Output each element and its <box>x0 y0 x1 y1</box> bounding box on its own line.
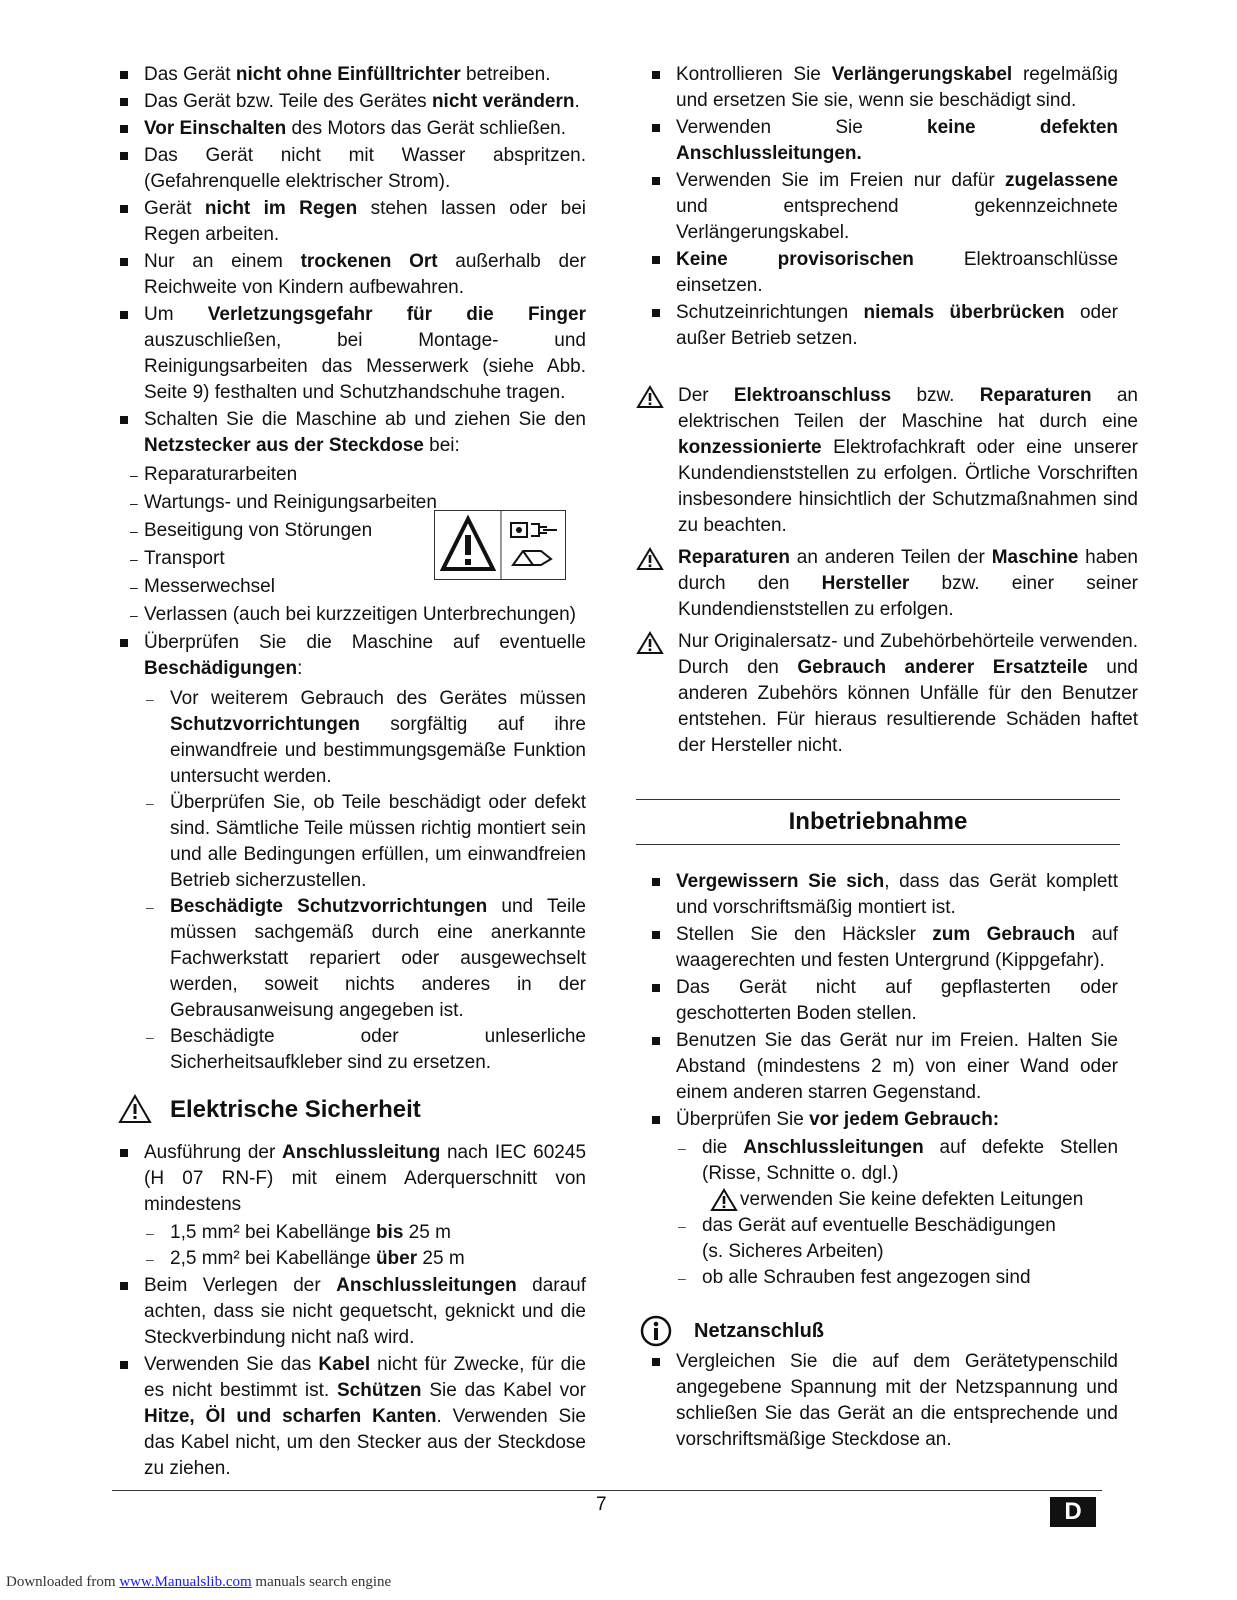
commissioning-list <box>650 869 1118 1291</box>
check-items <box>144 686 586 1076</box>
list-item: – die Anschlussleitungen auf defekte Stellen (Risse, Schnitte o. dgl.) verwenden Sie keine defekten Leitungen <box>676 1135 1118 1213</box>
list-item: Verwenden Sie im Freien nur dafür zugelassene und entsprechend gekennzeichnete Verlängerungskabel. <box>650 168 1118 246</box>
list-item: – Vor weiterem Gebrauch des Gerätes müssen Schutzvorrichtungen sorgfältig auf ihre einwandfreie und bestimmungsgemäße Funktion untersucht werden. <box>144 686 586 790</box>
defect-note: verwenden Sie keine defekten Leitungen <box>702 1187 1118 1213</box>
list-item: Überprüfen Sie vor jedem Gebrauch: – die Anschlussleitungen auf defekte Stellen (Risse, Schnitte o. dgl.) verwenden Sie keine defekten Leitungen – das Gerät auf eventuelle Beschädigungen (s. Sicheres Arbeiten) – ob alle Schrauben fest angezogen sind <box>650 1107 1118 1291</box>
list-item: Das Gerät nicht auf gepflasterten oder geschotterten Boden stellen. <box>650 975 1118 1027</box>
warning-manual-icon <box>435 511 565 579</box>
warning-triangle-icon <box>636 631 664 655</box>
warning-original-parts: Nur Originalersatz- und Zubehörbehörteile verwenden. Durch den Gebrauch anderer Ersatzteile und anderen Zubehörs können Unfälle für den Benutzer entstehen. Für hieraus resultierende Schäden haftet der Hersteller nicht. <box>636 629 1138 759</box>
list-item: Stellen Sie den Häcksler zum Gebrauch auf waagerechten und festen Untergrund (Kippgefahr). <box>650 922 1118 974</box>
before-use-items <box>676 1135 1118 1291</box>
safety-symbol-box <box>434 510 566 580</box>
list-item: Um Verletzungsgefahr für die Finger auszuschließen, bei Montage- und Reinigungsarbeiten das Messerwerk (siehe Abb. Seite 9) festhalten und Schutzhandschuhe tragen. <box>118 302 586 406</box>
list-item: – ob alle Schrauben fest angezogen sind <box>676 1265 1118 1291</box>
list-item: Überprüfen Sie die Maschine auf eventuelle Beschädigungen: – Vor weiterem Gebrauch des Gerätes müssen Schutzvorrichtungen sorgfältig auf ihre einwandfreie und bestimmungsgemäße Funktion untersucht werden. – Überprüfen Sie, ob Teile beschädigt oder defekt sind. Sämtliche Teile müssen richtig montiert sein und alle Bedingungen erfüllen, um einwandfreien Betrieb sicherzustellen. – Beschädigte Schutzvorrichtungen und Teile müssen sachgemäß durch eine anerkannte Fachwerkstatt repariert oder ausgewechselt werden, soweit nichts anderes in der Gebrausanweisung angegeben ist. – Beschädigte oder unleserliche Sicherheitsaufkleber sind zu ersetzen. <box>118 630 586 1076</box>
list-item: – Transport <box>130 546 586 572</box>
warning-repairs-manufacturer: Reparaturen an anderen Teilen der Maschine haben durch den Hersteller bzw. einer seiner Kundendienststellen zu erfolgen. <box>636 545 1138 623</box>
language-badge: D <box>1050 1497 1096 1527</box>
list-item: – Messerwechsel <box>130 574 586 600</box>
list-item: Beim Verlegen der Anschlussleitungen darauf achten, dass sie nicht gequetscht, geknickt und die Steckverbindung nicht naß wird. <box>118 1273 586 1351</box>
list-item: – Beseitigung von Störungen <box>130 518 586 544</box>
list-item: Verwenden Sie keine defekten Anschlussleitungen. <box>650 115 1118 167</box>
right-column <box>650 62 1138 1454</box>
list-item: – Wartungs- und Reinigungsarbeiten <box>130 490 586 516</box>
list-item: Schalten Sie die Maschine ab und ziehen Sie den Netzstecker aus der Steckdose bei: – Reparaturarbeiten – Wartungs- und Reinigungsarbeiten – Beseitigung von Störungen – Transport – Messerwechsel – Verlassen (auch bei kurzzeitigen Unterbrechungen) <box>118 407 586 628</box>
list-item: Benutzen Sie das Gerät nur im Freien. Halten Sie Abstand (mindestens 2 m) von einer Wand oder einem anderen starren Gegenstand. <box>650 1028 1118 1106</box>
footer-divider <box>112 1490 1102 1491</box>
warning-triangle-icon <box>118 1094 152 1124</box>
electrical-list <box>118 1140 586 1482</box>
list-item: Vergewissern Sie sich, dass das Gerät komplett und vorschriftsmäßig montiert ist. <box>650 869 1118 921</box>
left-column <box>118 62 586 1483</box>
list-item: Keine provisorischen Elektroanschlüsse einsetzen. <box>650 247 1118 299</box>
section-heading-electrical: Elektrische Sicherheit <box>118 1094 586 1126</box>
cable-size-items <box>144 1220 586 1272</box>
list-item: Das Gerät nicht ohne Einfülltrichter betreiben. <box>118 62 586 88</box>
power-list <box>650 1349 1118 1453</box>
list-item: Gerät nicht im Regen stehen lassen oder bei Regen arbeiten. <box>118 196 586 248</box>
cable-list <box>650 62 1118 352</box>
list-item: – Beschädigte oder unleserliche Sicherheitsaufkleber sind zu ersetzen. <box>144 1024 586 1076</box>
list-item: Nur an einem trockenen Ort außerhalb der Reichweite von Kindern aufbewahren. <box>118 249 586 301</box>
warning-electrical-repairs: Der Elektroanschluss bzw. Reparaturen an elektrischen Teilen der Maschine hat durch eine konzessionierte Elektrofachkraft oder eine unserer Kundendienststellen zu erfolgen. Örtliche Vorschriften insbesondere hinsichtlich der Schutzmaßnahmen sind zu beachten. <box>636 383 1138 539</box>
list-item: – Verlassen (auch bei kurzzeitigen Unterbrechungen) <box>130 602 586 628</box>
list-item: Ausführung der Anschlussleitung nach IEC 60245 (H 07 RN-F) mit einem Aderquerschnitt von mindestens – 1,5 mm² bei Kabellänge bis 25 m – 2,5 mm² bei Kabellänge über 25 m <box>118 1140 586 1272</box>
list-item: – 2,5 mm² bei Kabellänge über 25 m <box>144 1246 586 1272</box>
list-item: Verwenden Sie das Kabel nicht für Zwecke, für die es nicht bestimmt ist. Schützen Sie das Kabel vor Hitze, Öl und scharfen Kanten. Verwenden Sie das Kabel nicht, um den Stecker aus der Steckdose zu ziehen. <box>118 1352 586 1482</box>
warning-triangle-icon <box>636 547 664 571</box>
list-item: Kontrollieren Sie Verlängerungskabel regelmäßig und ersetzen Sie sie, wenn sie beschädigt sind. <box>650 62 1118 114</box>
list-item: – das Gerät auf eventuelle Beschädigungen (s. Sicheres Arbeiten) <box>676 1213 1118 1265</box>
warning-triangle-icon <box>636 385 664 409</box>
safety-list-1 <box>118 62 586 1076</box>
section-heading-power: Netzanschluß <box>636 1315 1118 1347</box>
list-item: Das Gerät nicht mit Wasser abspritzen. (Gefahrenquelle elektrischer Strom). <box>118 143 586 195</box>
list-item: – 1,5 mm² bei Kabellänge bis 25 m <box>144 1220 586 1246</box>
unplug-sublist <box>144 462 586 628</box>
warning-triangle-icon <box>710 1188 738 1212</box>
section-heading-commissioning: Inbetriebnahme <box>636 799 1120 845</box>
list-item: Schutzeinrichtungen niemals überbrücken oder außer Betrieb setzen. <box>650 300 1118 352</box>
download-note: Downloaded from www.Manualslib.com manuals search engine <box>6 1574 392 1590</box>
page-number: 7 <box>596 1494 607 1515</box>
list-item: Vergleichen Sie die auf dem Gerätetypenschild angegebene Spannung mit der Netzspannung und schließen Sie das Gerät an die entsprechende und vorschriftsmäßige Steckdose an. <box>650 1349 1118 1453</box>
list-item: – Reparaturarbeiten <box>130 462 586 488</box>
list-item: Das Gerät bzw. Teile des Gerätes nicht verändern. <box>118 89 586 115</box>
manualslib-link[interactable]: www.Manualslib.com <box>119 1574 252 1590</box>
info-icon <box>640 1315 672 1347</box>
list-item: – Überprüfen Sie, ob Teile beschädigt oder defekt sind. Sämtliche Teile müssen richtig montiert sein und alle Bedingungen erfüllen, um einwandfreien Betrieb sicherzustellen. <box>144 790 586 894</box>
list-item: Vor Einschalten des Motors das Gerät schließen. <box>118 116 586 142</box>
list-item: – Beschädigte Schutzvorrichtungen und Teile müssen sachgemäß durch eine anerkannte Fachwerkstatt repariert oder ausgewechselt werden, soweit nichts anderes in der Gebrausanweisung angegeben ist. <box>144 894 586 1024</box>
